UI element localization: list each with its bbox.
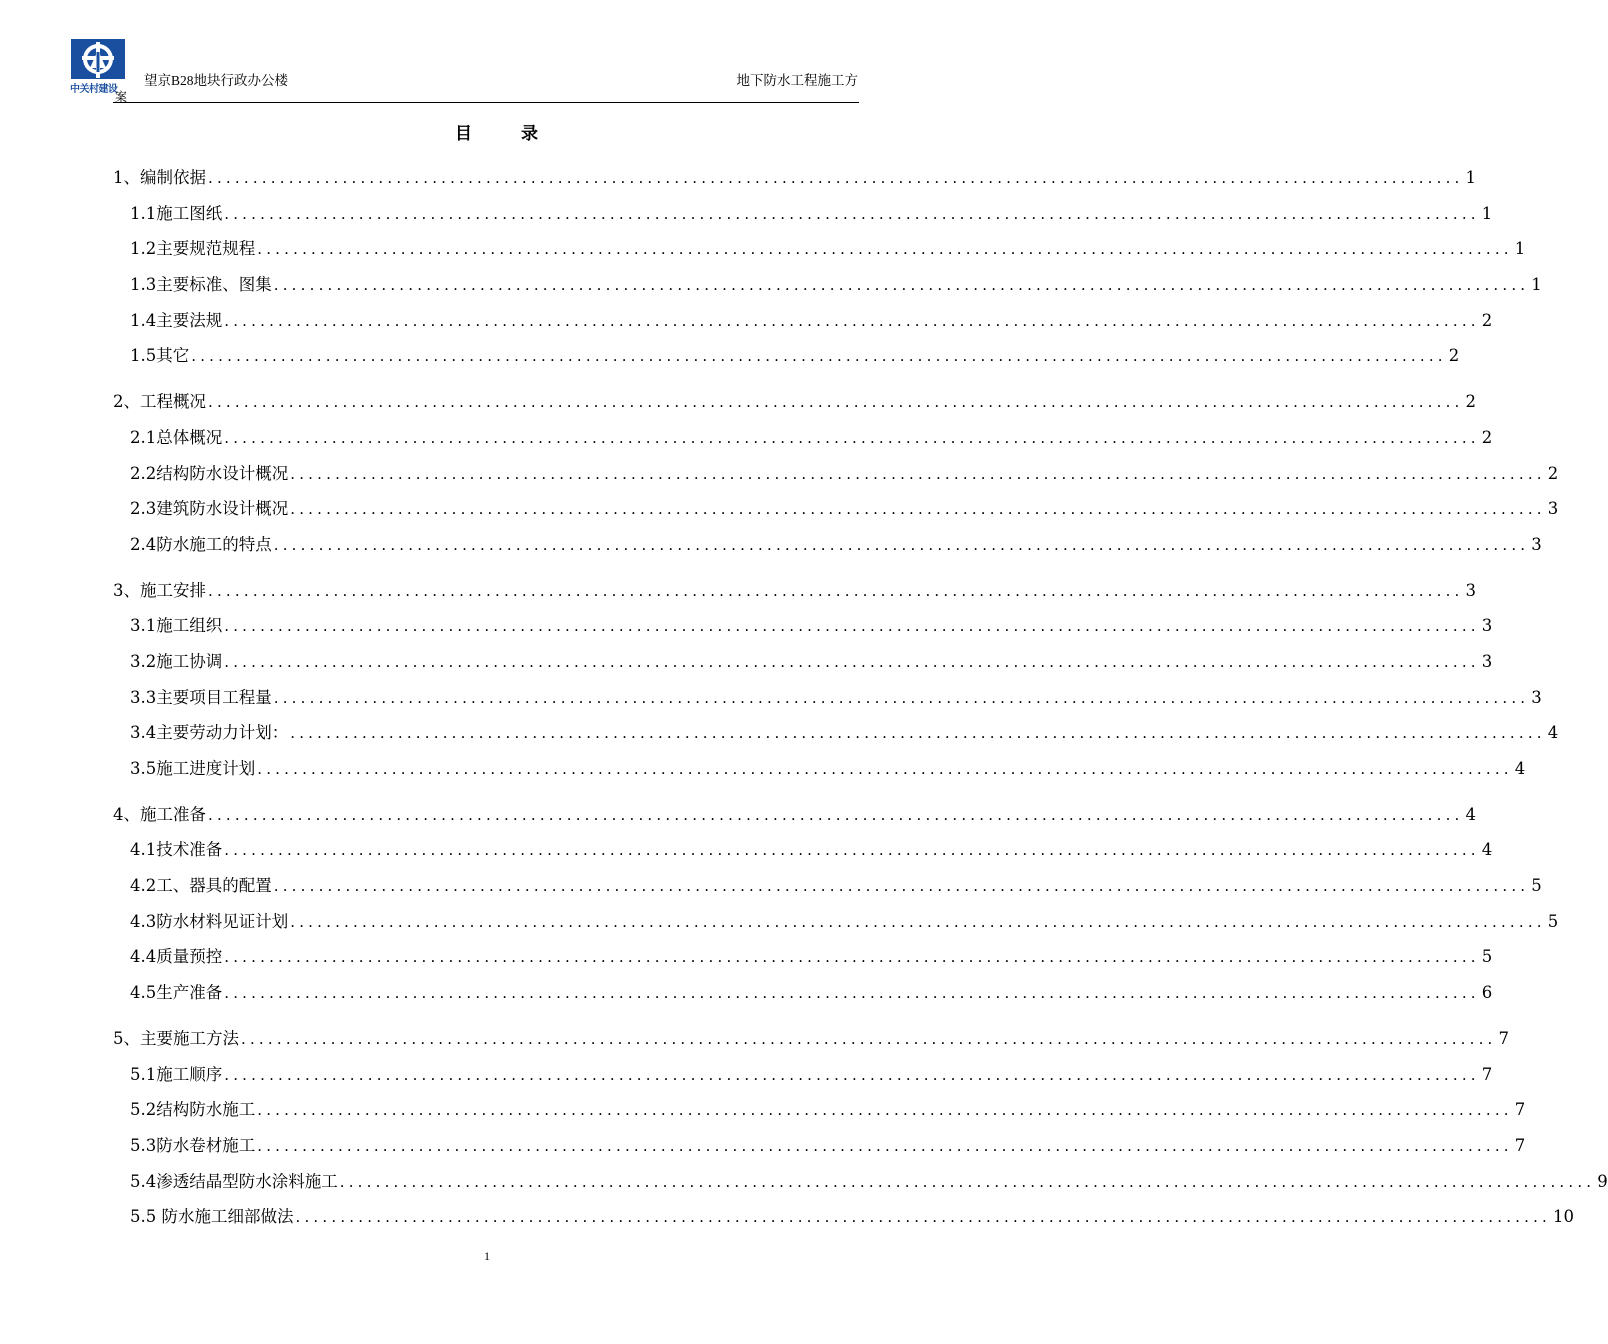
toc-entry[interactable] xyxy=(113,1057,1493,1093)
toc-entry-label: 2.3建筑防水设计概况 xyxy=(130,499,289,519)
toc-entry-label: 4.2工、器具的配置 xyxy=(130,876,272,896)
toc-entry[interactable] xyxy=(113,160,1477,196)
toc-entry-label: 2.1总体概况 xyxy=(130,427,223,447)
toc-entry-page-number: 7 xyxy=(1481,1064,1493,1084)
toc-heading-char-2: 录 xyxy=(521,124,539,144)
toc-dot-leader: ............................................................................................................................................ xyxy=(241,1029,1497,1048)
toc-entry-label: 1.1施工图纸 xyxy=(130,203,223,223)
toc-entry-page-number: 4 xyxy=(1547,723,1559,743)
toc-entry-label: 1.3主要标准、图集 xyxy=(130,275,272,295)
toc-entry-label: 5.3防水卷材施工 xyxy=(130,1135,256,1155)
toc-entry[interactable] xyxy=(113,644,1493,680)
toc-heading xyxy=(0,119,994,144)
toc-entry-page-number: 9 xyxy=(1597,1171,1608,1191)
toc-entry-page-number: 3 xyxy=(1531,687,1542,707)
toc-entry-label: 1.2主要规范规程 xyxy=(130,239,256,259)
toc-entry-page-number: 5 xyxy=(1531,876,1542,896)
toc-dot-leader: ............................................................................................................................................ xyxy=(273,877,1530,896)
header-project-name: 望京B28地块行政办公楼 xyxy=(144,73,289,88)
toc-entry-label: 3.2施工协调 xyxy=(130,651,223,671)
toc-entry-label: 5.2结构防水施工 xyxy=(130,1100,256,1120)
toc-entry[interactable] xyxy=(113,196,1493,232)
toc-entry[interactable] xyxy=(113,1021,1510,1057)
toc-dot-leader: ............................................................................................................................................ xyxy=(224,204,1480,223)
toc-entry[interactable] xyxy=(113,491,1559,527)
toc-dot-leader: ............................................................................................................................................ xyxy=(257,240,1513,259)
toc-entry[interactable] xyxy=(113,868,1542,904)
toc-dot-leader: ............................................................................................................................................ xyxy=(224,652,1480,671)
toc-entry[interactable] xyxy=(113,608,1493,644)
toc-entry-page-number: 7 xyxy=(1498,1028,1510,1048)
toc-entry-page-number: 3 xyxy=(1547,499,1559,519)
toc-entry-label: 1.4主要法规 xyxy=(130,310,223,330)
toc-entry-page-number: 3 xyxy=(1481,616,1493,636)
toc-entry-page-number: 4 xyxy=(1481,840,1493,860)
toc-entry[interactable] xyxy=(113,680,1542,716)
toc-entry-page-number: 2 xyxy=(1481,310,1493,330)
toc-dot-leader: ............................................................................................................................................ xyxy=(290,500,1546,519)
toc-dot-leader: ............................................................................................................................................ xyxy=(290,724,1546,743)
toc-dot-leader: ............................................................................................................................................ xyxy=(224,984,1480,1003)
logo-text: 中关村建设 xyxy=(70,84,118,95)
toc-entry[interactable] xyxy=(113,904,1559,940)
toc-dot-leader: ............................................................................................................................................ xyxy=(290,464,1546,483)
toc-entry-label: 2.2结构防水设计概况 xyxy=(130,463,289,483)
toc-entry-label: 4.5生产准备 xyxy=(130,983,223,1003)
header-title-continuation: 案 xyxy=(115,90,128,104)
toc-entry-label: 3.1施工组织 xyxy=(130,616,223,636)
table-of-contents xyxy=(113,160,1608,1235)
toc-entry-page-number: 2 xyxy=(1481,427,1493,447)
toc-entry-page-number: 10 xyxy=(1553,1207,1575,1227)
toc-dot-leader: ............................................................................................................................................ xyxy=(208,169,1464,187)
toc-entry[interactable] xyxy=(113,1199,1575,1235)
toc-entry-label: 3、施工安排 xyxy=(113,580,206,600)
toc-entry-page-number: 5 xyxy=(1481,947,1493,967)
toc-entry-label: 1.5其它 xyxy=(130,346,190,366)
toc-dot-leader: ............................................................................................................................................ xyxy=(257,1136,1513,1155)
toc-entry-label: 5.5 防水施工细部做法 xyxy=(130,1207,294,1227)
toc-entry[interactable] xyxy=(113,1164,1608,1200)
toc-dot-leader: ............................................................................................................................................ xyxy=(257,760,1513,778)
toc-dot-leader: ............................................................................................................................................ xyxy=(208,805,1464,824)
toc-entry-label: 3.5施工进度计划 xyxy=(130,759,256,778)
toc-entry[interactable] xyxy=(113,797,1477,833)
toc-entry[interactable] xyxy=(113,267,1542,303)
toc-entry-label: 4、施工准备 xyxy=(113,804,206,824)
toc-dot-leader: ............................................................................................................................................ xyxy=(224,428,1480,447)
toc-dot-leader: ............................................................................................................................................ xyxy=(224,311,1480,330)
toc-entry-label: 2、工程概况 xyxy=(113,392,206,412)
toc-entry-label: 1、编制依据 xyxy=(113,168,206,187)
toc-dot-leader: ............................................................................................................................................ xyxy=(290,912,1546,931)
toc-entry-page-number: 3 xyxy=(1481,651,1493,671)
toc-dot-leader: ............................................................................................................................................ xyxy=(257,1101,1513,1120)
toc-entry-page-number: 5 xyxy=(1547,911,1559,931)
toc-entry[interactable] xyxy=(113,939,1493,975)
toc-dot-leader: ............................................................................................................................................ xyxy=(191,347,1447,366)
toc-entry-page-number: 1 xyxy=(1481,203,1493,223)
toc-entry-page-number: 3 xyxy=(1531,534,1542,554)
toc-entry-page-number: 6 xyxy=(1481,983,1493,1003)
toc-entry[interactable] xyxy=(113,303,1493,339)
toc-entry-page-number: 1 xyxy=(1531,275,1542,295)
toc-entry-page-number: 3 xyxy=(1465,580,1477,600)
toc-entry-label: 3.4主要劳动力计划： xyxy=(130,723,289,743)
toc-entry[interactable] xyxy=(113,384,1477,420)
toc-entry-label: 4.3防水材料见证计划 xyxy=(130,911,289,931)
toc-entry-page-number: 2 xyxy=(1448,346,1460,366)
toc-entry-label: 5.1施工顺序 xyxy=(130,1064,223,1084)
toc-entry-label: 4.4质量预控 xyxy=(130,947,223,967)
toc-entry[interactable] xyxy=(113,231,1526,267)
toc-entry-label: 3.3主要项目工程量 xyxy=(130,687,272,707)
toc-dot-leader: ............................................................................................................................................ xyxy=(224,617,1480,636)
company-logo-icon xyxy=(70,38,126,80)
toc-dot-leader: ............................................................................................................................................ xyxy=(273,276,1530,295)
toc-dot-leader: ............................................................................................................................................ xyxy=(224,1065,1480,1084)
toc-dot-leader: ............................................................................................................................................ xyxy=(295,1208,1552,1227)
toc-entry[interactable] xyxy=(113,1128,1526,1164)
toc-entry-page-number: 1 xyxy=(1514,239,1526,259)
toc-dot-leader: ............................................................................................................................................ xyxy=(208,581,1464,600)
toc-entry[interactable] xyxy=(113,456,1559,492)
toc-entry-page-number: 7 xyxy=(1514,1135,1526,1155)
toc-entry-page-number: 1 xyxy=(1465,168,1477,187)
toc-dot-leader: ............................................................................................................................................ xyxy=(208,393,1464,412)
toc-entry[interactable] xyxy=(113,975,1493,1011)
toc-entry[interactable] xyxy=(113,832,1493,868)
toc-entry-page-number: 4 xyxy=(1514,759,1526,778)
toc-entry-label: 5、主要施工方法 xyxy=(113,1028,239,1048)
toc-dot-leader: ............................................................................................................................................ xyxy=(273,688,1530,707)
toc-entry-page-number: 7 xyxy=(1514,1100,1526,1120)
toc-entry-page-number: 4 xyxy=(1465,804,1477,824)
toc-dot-leader: ............................................................................................................................................ xyxy=(224,948,1480,967)
toc-entry-label: 5.4渗透结晶型防水涂料施工 xyxy=(130,1171,338,1191)
toc-dot-leader: ............................................................................................................................................ xyxy=(224,841,1480,860)
toc-entry[interactable] xyxy=(113,573,1477,609)
toc-heading-char-1: 目 xyxy=(455,124,473,144)
header-document-title: 地下防水工程施工方 xyxy=(736,73,858,88)
toc-entry-page-number: 2 xyxy=(1547,463,1559,483)
page-number: 1 xyxy=(484,1249,490,1263)
toc-entry[interactable] xyxy=(113,715,1559,751)
toc-entry-label: 4.1技术准备 xyxy=(130,840,223,860)
toc-dot-leader: ............................................................................................................................................ xyxy=(273,535,1530,554)
toc-entry-page-number: 2 xyxy=(1465,392,1477,412)
toc-entry-label: 2.4防水施工的特点 xyxy=(130,534,272,554)
toc-dot-leader: ............................................................................................................................................ xyxy=(339,1172,1596,1191)
toc-entry[interactable] xyxy=(113,751,1526,787)
toc-entry[interactable] xyxy=(113,527,1542,563)
header-divider xyxy=(113,102,859,103)
toc-entry[interactable] xyxy=(113,1092,1526,1128)
toc-entry[interactable] xyxy=(113,338,1460,374)
toc-entry[interactable] xyxy=(113,420,1493,456)
